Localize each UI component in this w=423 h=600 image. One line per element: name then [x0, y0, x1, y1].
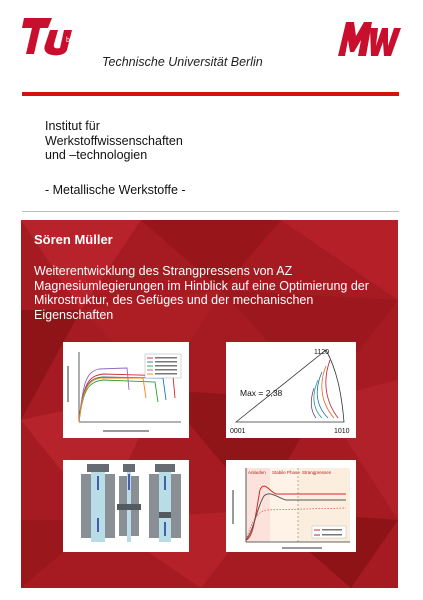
divider — [22, 211, 399, 212]
cover-panel — [21, 220, 398, 588]
institute-line: Werkstoffwissenschaften — [45, 133, 183, 148]
institute-line: und –technologien — [45, 148, 148, 162]
extrusion-tool-figure — [63, 460, 189, 552]
phase-label: Anlaufen — [248, 470, 266, 475]
corner-label-top: 1120 — [314, 349, 330, 356]
max-label: Max = 2,38 — [240, 388, 283, 398]
header-rule — [22, 92, 399, 96]
author-name: Sören Müller — [34, 232, 113, 247]
phase-label: Strangpressen — [302, 470, 332, 475]
phase-label: Stabile Phase — [272, 470, 300, 475]
pole-figure — [226, 342, 356, 438]
tu-logo-sub: berlin — [66, 37, 84, 44]
corner-label-right: 1010 — [334, 428, 350, 435]
stress-strain-figure — [63, 342, 189, 438]
university-name: Technische Universität Berlin — [102, 55, 263, 69]
institute-name — [45, 119, 183, 163]
institute-line: Institut für — [45, 119, 100, 133]
thesis-title: Weiterentwicklung des Strangpressens von AZ Magnesiumlegierungen im Hinblick auf eine Optimierung der Mikrostruktur, des Gefüges und der mechanischen Eigenschaften — [34, 264, 369, 322]
process-curve-figure — [226, 460, 356, 552]
tu-berlin-logo — [22, 14, 84, 58]
corner-label-left: 0001 — [230, 428, 246, 435]
mw-logo — [336, 18, 402, 58]
department-name: - Metallische Werkstoffe - — [45, 183, 186, 197]
